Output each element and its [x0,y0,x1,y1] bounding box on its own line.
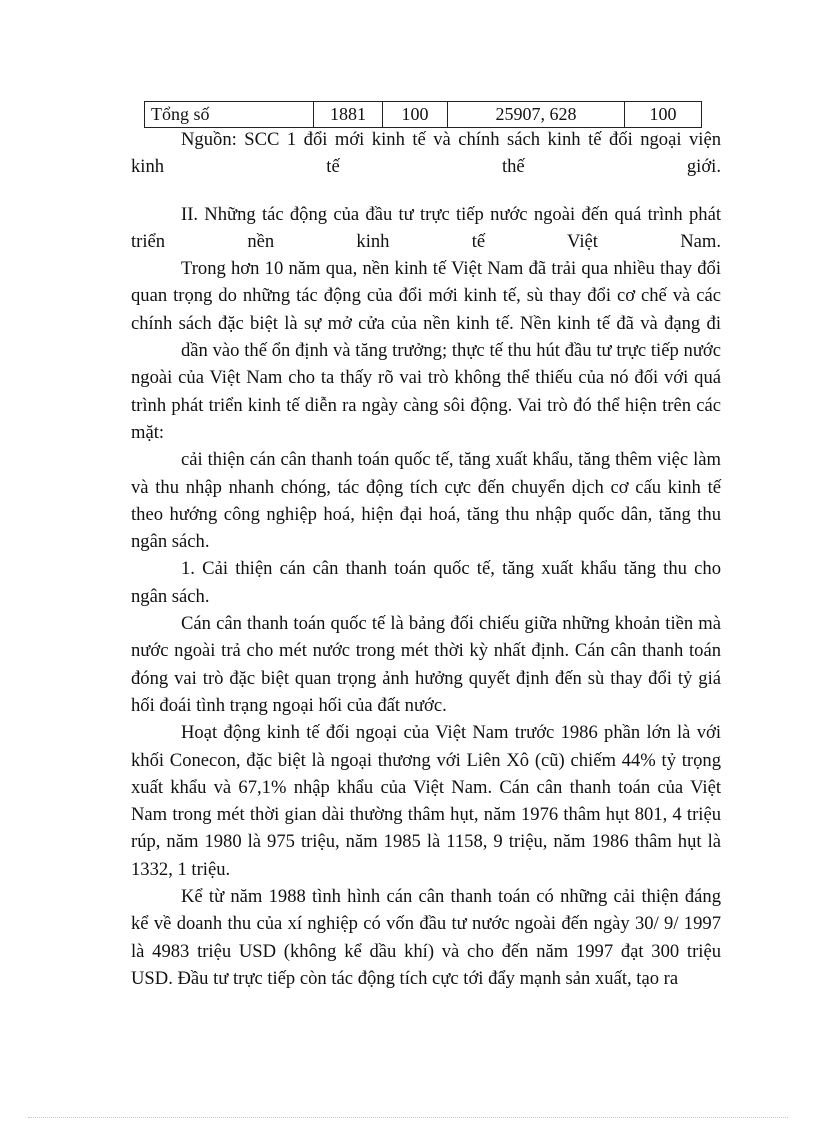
paragraph-line: nước ngoài trả cho mét nước trong mét thời kỳ nhất định. Cán cân thanh toán [131,640,721,662]
source-note: Nguồn: SCC 1 đổi mới kinh tế và chính sách kinh tế đối ngoại viện [181,129,721,150]
subsection-heading: 1. Cải thiện cán cân thanh toán quốc tế, tăng xuất khẩu tăng thu cho [181,558,721,580]
paragraph-line: quan trọng do những tác động của đổi mới kinh tế, sù thay đổi cơ chế và các [131,285,721,307]
paragraph-line: là 4983 triệu USD (không kể dầu khí) và cho đến năm 1997 đạt 300 triệu [131,940,721,962]
paragraph-line: Trong hơn 10 năm qua, nền kinh tế Việt Nam đã trải qua nhiều thay đổi [181,258,721,280]
paragraph-line: dần vào thế ổn định và tăng trưởng; thực tế thu hút đầu tư trực tiếp nước [181,340,721,362]
paragraph-line: theo hướng công nghiệp hoá, hiện đại hoá, tăng thu nhập quốc dân, tăng thu [131,503,721,525]
paragraph-line: cải thiện cán cân thanh toán quốc tế, tăng xuất khẩu, tăng thêm việc làm [181,449,721,471]
paragraph-line: Nam trong mét thời gian dài thường thâm hụt, năm 1976 thâm hụt 801, 4 triệu [131,804,721,826]
section-heading: II. Những tác động của đầu tư trực tiếp nước ngoài đến quá trình phát [181,203,721,225]
table-row [145,102,702,128]
section-heading: triển nền kinh tế Việt Nam. [131,230,721,252]
paragraph-line: trình phát triển kinh tế diễn ra ngày càng sôi động. Vai trò đó thể hiện trên các [131,394,721,416]
paragraph-line: đóng vai trò đặc biệt quan trọng ảnh hưởng quyết định đến sù thay đổi tỷ giá [131,667,721,689]
summary-table [144,101,702,128]
paragraph-line: ngân sách. [131,531,210,553]
paragraph-line: USD. Đầu tư trực tiếp còn tác động tích cực tới đẩy mạnh sản xuất, tạo ra [131,967,679,989]
paragraph-line: mặt: [131,421,165,443]
paragraph-line: hối đoái tình trạng ngoại hối của đất nước. [131,694,447,716]
body-text [131,126,721,992]
source-note: kinh tế thế giới. [131,156,721,178]
paragraph-line: rúp, năm 1980 là 975 triệu, năm 1985 là 1158, 9 triệu, năm 1986 thâm hụt là [131,831,721,853]
table-cell: 1881 [314,102,383,128]
paragraph-line: ngoài của Việt Nam cho ta thấy rõ vai trò không thể thiếu của nó đối với quá [131,367,721,389]
table-cell: 100 [383,102,448,128]
page-bottom-divider [28,1117,788,1118]
paragraph-line: kể về doanh thu của xí nghiệp có vốn đầu tư nước ngoài đến ngày 30/ 9/ 1997 [131,913,721,935]
paragraph-line: chính sách đặc biệt là sự mở cửa của nền kinh tế. Nền kinh tế đã và đạng đi [131,312,721,334]
paragraph-line: Hoạt động kinh tế đối ngoại của Việt Nam trước 1986 phần lớn là với [181,722,721,744]
paragraph-line: xuất khẩu và 67,1% nhập khẩu của Việt Nam. Cán cân thanh toán của Việt [131,776,721,798]
table-cell: 25907, 628 [448,102,625,128]
paragraph-line: 1332, 1 triệu. [131,858,231,880]
paragraph-line: và thu nhập nhanh chóng, tác động tích cực đến chuyển dịch cơ cấu kinh tế [131,476,721,498]
paragraph-line: Kể từ năm 1988 tình hình cán cân thanh toán có những cải thiện đáng [181,886,721,908]
table-cell: 100 [625,102,702,128]
subsection-heading: ngân sách. [131,585,210,607]
paragraph-line: Cán cân thanh toán quốc tế là bảng đối chiếu giữa những khoản tiền mà [181,613,721,635]
table-cell: Tổng số [145,102,314,128]
paragraph-line: khối Conecon, đặc biệt là ngoại thương với Liên Xô (cũ) chiếm 44% tỷ trọng [131,749,721,771]
